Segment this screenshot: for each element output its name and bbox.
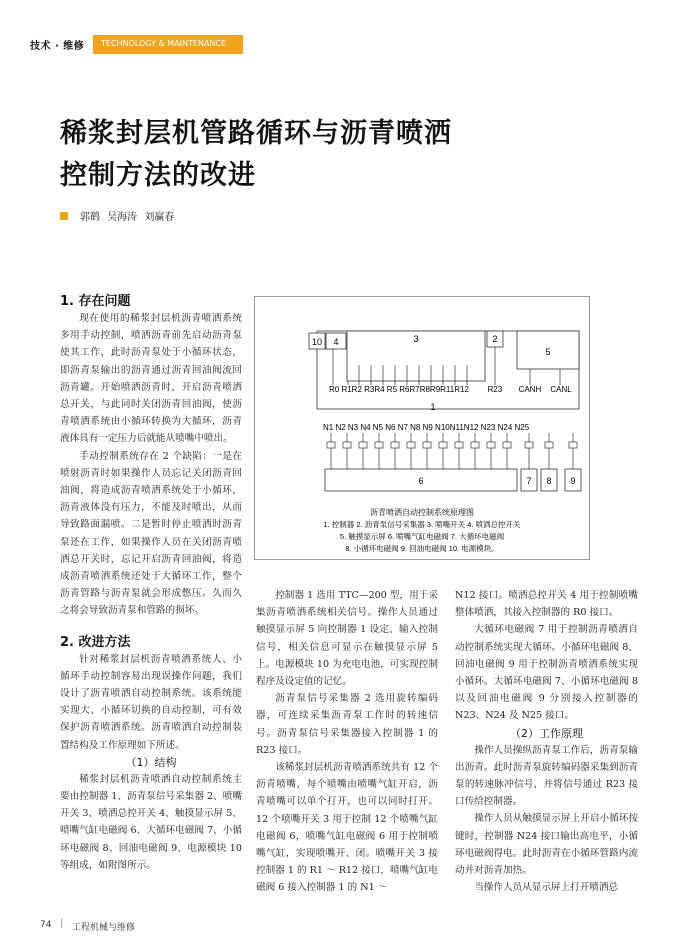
column-3 (455, 587, 638, 896)
subsection-heading: （2）工作原理 (510, 726, 583, 740)
paragraph: 当操作人员从显示屏上打开喷洒总 (474, 882, 619, 894)
canh-label: CANH (518, 385, 542, 394)
page-number: 74 (40, 920, 52, 930)
label-9: 9 (570, 476, 576, 486)
label-6: 6 (418, 476, 424, 486)
paragraph: 控制器 1 选用 TTC—200 型，用于采集沥青喷洒系统相关信号。操作人员通过触摸显示屏 5 向控制器 1 设定、输入控制信号，相关信息可显示在触摸显示屏 5 上。电源模块 10 为充电电池，可实现控制程序及设定值的记忆。 (256, 590, 438, 688)
subsection-heading: （1）结构 (125, 755, 177, 769)
author-marker (60, 212, 68, 220)
paragraph: 手动控制系统存在 2 个缺陷：一是在喷射沥青时如果操作人员忘记关闭沥青回油阀，将造成沥青喷洒系统处于小循环，沥青液体没有压力，不能及时喷出，从而导致路面漏喷。二是暂时停止喷洒时沥青泵还在工作，如果操作人员在关闭沥青喷洒总开关时，忘记开启沥青回油阀，将造成沥青喷洒系统还处于大循环工作，整个沥青管路与沥青泵就会形成憋压。久而久之将会导致沥青泵和管路的损坏。 (60, 450, 242, 617)
journal-name: 工程机械与维修 (72, 923, 136, 933)
column-2 (256, 587, 438, 897)
paragraph: 操作人员操纵沥青泵工作后，沥青泵输出沥青。此时沥青泵旋转编码器采集到沥青泵的转速脉冲信号，并将信号通过 R23 接口传给控制器。 (455, 744, 638, 808)
canl-label: CANL (550, 385, 572, 394)
paragraph: 针对稀浆封层机沥青喷洒系统人、小循环手动控制容易出现误操作问题，我们设计了沥青喷洒自动控制系统。该系统能实现大、小循环切换的自动控制，可有效保护沥青喷洒系统。沥青喷洒自动控制装置结构及工作原理如下所述。 (60, 653, 242, 751)
controller-label: 1 (430, 402, 436, 412)
figure-caption-title: 沥青喷洒自动控制系统原理图 (370, 508, 474, 517)
paragraph: 操作人员从触摸显示屏上开启小循环按键时，控制器 N24 接口输出高电平，小循环电磁阀得电。此时沥青在小循环管路内流动并对沥青加热。 (455, 813, 638, 877)
figure-caption-line-2: 5. 触摸显示屏 6. 喷嘴气缸电磁阀 7. 大循环电磁阀 (339, 532, 505, 541)
figure (254, 296, 590, 560)
section-label: 技术 · 维修 (30, 41, 85, 52)
paragraph: N12 接口。喷洒总控开关 4 用于控制喷嘴整体喷洒，其接入控制器的 R0 接口。 (455, 590, 638, 619)
label-8: 8 (546, 476, 552, 486)
r23-label: R23 (487, 385, 503, 394)
footer-separator: | (60, 919, 64, 929)
title-line-2: 控制方法的改进 (60, 160, 256, 191)
circuit-diagram (255, 297, 589, 559)
label-10: 10 (311, 337, 323, 347)
header-rule (93, 52, 243, 54)
authors: 郭鹤 吴海涛 刘赢春 (80, 212, 175, 223)
relay-row (327, 433, 577, 469)
title-line-1: 稀浆封层机管路循环与沥青喷洒 (60, 118, 452, 149)
label-3: 3 (413, 334, 419, 344)
article-title (60, 113, 580, 197)
paragraph: 现在使用的稀浆封层机沥青喷洒系统多用手动控制，喷洒沥青前先启动沥青泵使其工作，此时沥青泵处于小循环状态，即沥青泵输出的沥青通过沥青回油阀流回沥青罐。开始喷洒沥青时，开启沥青喷洒总开关，与此同时关闭沥青回油阀，使沥青喷洒系统由小循环转换为大循环，沥青液体具有一定压力后就能从喷嘴中喷出。 (60, 313, 242, 445)
paragraph: 该稀浆封层机沥青喷洒系统共有 12 个沥青喷嘴，每个喷嘴由喷嘴气缸开启，沥青喷嘴可以单个打开，也可以同时打开。12 个喷嘴开关 3 用于控制 12 个喷嘴气缸电磁阀 6，喷嘴气缸电磁阀 6 用于控制喷嘴气缸，实现喷嘴开、闭。喷嘴开关 3 接控制器 1 的 R1 ～ R12 接口，喷嘴气缸电磁阀 6 接入控制器 1 的 N1 ～ (256, 762, 438, 894)
n-port-labels: N1 N2 N3 N4 N5 N6 N7 N8 N9 N10N11N12 N23 N24 N25 (323, 423, 530, 432)
r-port-labels: R0 R1R2 R3R4 R5 R6R7R8R9R11R12 (329, 385, 469, 394)
label-5: 5 (545, 347, 551, 357)
figure-caption-line-1: 1. 控制器 2. 沥青泵信号采集器 3. 喷嘴开关 4. 喷洒总控开关 (323, 520, 521, 529)
section-1-heading: 1. 存在问题 (60, 294, 131, 309)
paragraph: 大循环电磁阀 7 用于控制沥青喷洒自动控制系统实现大循环。小循环电磁阀 8、回油电磁阀 9 用于控制沥青喷洒系统实现小循环。大循环电磁阀 7、小循环电磁阀 8 以及回油电磁阀 9 分别接入控制器的 N23、N24 及 N25 接口。 (455, 624, 638, 722)
label-7: 7 (526, 476, 532, 486)
paragraph: 沥青泵信号采集器 2 选用旋转编码器，可连续采集沥青泵工作时的转速信号。沥青泵信号采集器接入控制器 1 的 R23 接口。 (256, 693, 438, 756)
label-2: 2 (492, 334, 498, 344)
figure-caption-line-3: 8. 小循环电磁阀 9. 回油电磁阀 10. 电源模块。 (345, 544, 499, 553)
column-1 (60, 293, 242, 874)
section-tag: TECHNOLOGY & MAINTENANCE (93, 35, 243, 52)
section-2-heading: 2. 改进方法 (60, 634, 131, 650)
label-4: 4 (333, 337, 339, 347)
paragraph: 稀浆封层机沥青喷洒自动控制系统主要由控制器 1、沥青泵信号采集器 2、喷嘴开关 3、喷洒总控开关 4、触摸显示屏 5、喷嘴气缸电磁阀 6、大循环电磁阀 7、小循环电磁阀 8、回油电磁阀 9、电源模块 10 等组成，如附图所示。 (60, 773, 242, 871)
